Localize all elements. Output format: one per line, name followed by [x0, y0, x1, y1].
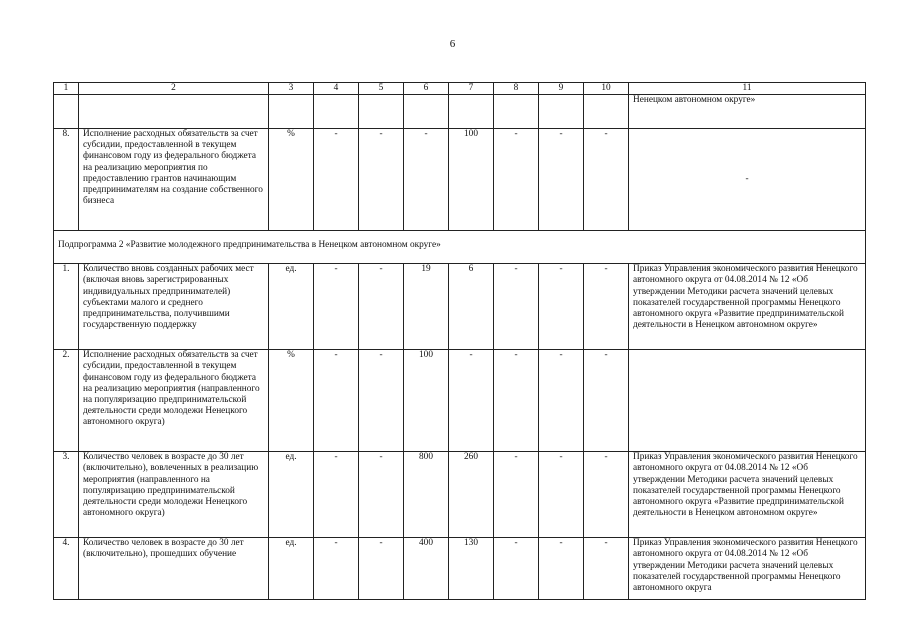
value-cell: 130 [449, 538, 494, 600]
value-cell: - [584, 452, 629, 538]
indicator-name: Количество человек в возрасте до 30 лет (включительно), вовлеченных в реализацию мероприятия (направленного на популяризацию предпринимательской деятельности среди молодежи Ненецкого автономного округа) [79, 452, 269, 538]
source-cell: - [629, 129, 866, 231]
value-cell: - [359, 350, 404, 452]
value-cell: - [539, 264, 584, 350]
table-row [54, 350, 866, 452]
value-cell: - [584, 350, 629, 452]
table-row [54, 264, 866, 350]
value-cell: - [359, 538, 404, 600]
table-row [54, 129, 866, 231]
value-cell: - [494, 350, 539, 452]
value-cell: - [584, 538, 629, 600]
header-cell: 5 [359, 83, 404, 95]
row-number: 1. [54, 264, 79, 350]
header-cell: 1 [54, 83, 79, 95]
value-cell: 800 [404, 452, 449, 538]
indicator-name: Количество вновь созданных рабочих мест (включая вновь зарегистрированных индивидуальных предпринимателей) субъектами малого и среднего предпринимательства, получившими государственную поддержку [79, 264, 269, 350]
value-cell: - [359, 129, 404, 231]
value-cell: - [449, 350, 494, 452]
value-cell: - [539, 538, 584, 600]
header-cell: 6 [404, 83, 449, 95]
value-cell: 6 [449, 264, 494, 350]
value-cell: - [314, 452, 359, 538]
row-number: 8. [54, 129, 79, 231]
value-cell: - [314, 350, 359, 452]
value-cell: - [494, 264, 539, 350]
source-cell: Приказ Управления экономического развития Ненецкого автономного округа от 04.08.2014 № 12 «Об утверждении Методики расчета значений целевых показателей государственной программы Ненецкого автономного округа [629, 538, 866, 600]
value-cell: - [494, 452, 539, 538]
value-cell: 100 [449, 129, 494, 231]
unit-cell: ед. [269, 452, 314, 538]
value-cell: - [539, 129, 584, 231]
value-cell: - [494, 129, 539, 231]
subprogram-row [54, 231, 866, 264]
unit-cell: % [269, 129, 314, 231]
value-cell: - [314, 264, 359, 350]
value-cell: - [314, 538, 359, 600]
row-number: 3. [54, 452, 79, 538]
unit-cell: % [269, 350, 314, 452]
value-cell: - [314, 129, 359, 231]
value-cell: - [539, 350, 584, 452]
header-row [54, 83, 866, 95]
source-cell [629, 350, 866, 452]
source-cell: Приказ Управления экономического развития Ненецкого автономного округа от 04.08.2014 № 12 «Об утверждении Методики расчета значений целевых показателей государственной программы Ненецкого автономного округа «Развитие предпринимательской деятельности в Ненецком автономном округе» [629, 452, 866, 538]
value-cell: 19 [404, 264, 449, 350]
indicator-name: Количество человек в возрасте до 30 лет (включительно), прошедших обучение [79, 538, 269, 600]
value-cell: - [584, 264, 629, 350]
continuation-row [54, 95, 866, 129]
value-cell: - [539, 452, 584, 538]
indicators-table [53, 82, 866, 600]
value-cell: 260 [449, 452, 494, 538]
header-cell: 10 [584, 83, 629, 95]
value-cell: 400 [404, 538, 449, 600]
header-cell: 11 [629, 83, 866, 95]
header-cell: 4 [314, 83, 359, 95]
value-cell: - [359, 264, 404, 350]
page-number: 6 [449, 38, 456, 50]
value-cell: - [584, 129, 629, 231]
source-cell: Ненецком автономном округе» [629, 95, 866, 129]
header-cell: 9 [539, 83, 584, 95]
header-cell: 2 [79, 83, 269, 95]
table-row [54, 452, 866, 538]
value-cell: - [404, 129, 449, 231]
header-cell: 3 [269, 83, 314, 95]
unit-cell: ед. [269, 264, 314, 350]
unit-cell: ед. [269, 538, 314, 600]
value-cell: - [359, 452, 404, 538]
table-row [54, 538, 866, 600]
header-cell: 8 [494, 83, 539, 95]
header-cell: 7 [449, 83, 494, 95]
value-cell: 100 [404, 350, 449, 452]
row-number: 4. [54, 538, 79, 600]
indicator-name: Исполнение расходных обязательств за счет субсидии, предоставленной в текущем финансовом году из федерального бюджета на реализацию мероприятия по предоставлению грантов начинающим предпринимателям на создание собственного бизнеса [79, 129, 269, 231]
subprogram-title: Подпрограмма 2 «Развитие молодежного предпринимательства в Ненецком автономном округе» [54, 231, 866, 264]
row-number: 2. [54, 350, 79, 452]
indicator-name: Исполнение расходных обязательств за счет субсидии, предоставленной в текущем финансовом году из федерального бюджета на реализацию мероприятия (направленного на популяризацию предпринимательской деятельности среди молодежи Ненецкого автономного округа) [79, 350, 269, 452]
value-cell: - [494, 538, 539, 600]
source-cell: Приказ Управления экономического развития Ненецкого автономного округа от 04.08.2014 № 12 «Об утверждении Методики расчета значений целевых показателей государственной программы Ненецкого автономного округа «Развитие предпринимательской деятельности в Ненецком автономном округе» [629, 264, 866, 350]
